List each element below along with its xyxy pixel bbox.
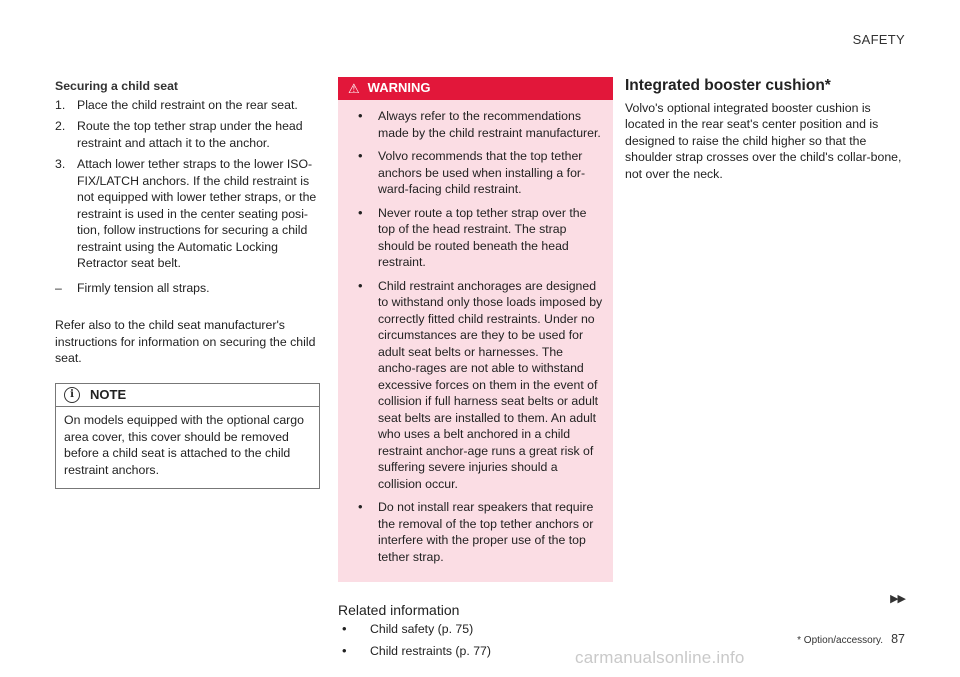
- step-text: Attach lower tether straps to the lower ISO-FIX/LATCH anchors. If the child restraint is not equipped with lower tether straps, or the restraint is used in the center seating posi-tion, follow instructions for securing a child restraint using the Automatic Locking Retractor seat belt.: [77, 157, 317, 270]
- info-icon: i: [64, 387, 80, 403]
- booster-heading: Integrated booster cushion*: [625, 77, 831, 94]
- warning-item: [338, 278, 603, 493]
- step-item: [55, 118, 320, 151]
- related-link[interactable]: [338, 643, 613, 660]
- warning-item-text: Always refer to the recommendations made by the child restraint manufacturer.: [378, 109, 601, 140]
- warning-item: [338, 499, 603, 565]
- bullet: •: [342, 620, 347, 636]
- note-box: [55, 383, 320, 490]
- subheading-securing-child-seat: Securing a child seat: [55, 79, 179, 93]
- step-text: Route the top tether strap under the head restraint and attach it to the anchor.: [77, 119, 303, 150]
- option-footnote: * Option/accessory.: [797, 635, 884, 646]
- related-link-text[interactable]: Child safety (p. 75): [370, 621, 474, 636]
- bullet: •: [358, 277, 363, 293]
- note-header: [56, 384, 319, 408]
- warning-item: [338, 108, 603, 141]
- continue-arrows-icon: ▶▶: [890, 593, 905, 605]
- bullet: •: [358, 108, 363, 123]
- related-link-text[interactable]: Child restraints (p. 77): [370, 644, 491, 658]
- column-warning: [338, 78, 613, 666]
- step-number: 2.: [55, 119, 66, 133]
- warning-item-text: Do not install rear speakers that require the removal of the top tether anchors or interfere with the proper use of the top tether strap.: [378, 500, 594, 564]
- warning-title: WARNING: [367, 80, 431, 96]
- bullet: •: [358, 204, 363, 220]
- watermark: carmanualsonline.info: [575, 648, 745, 667]
- page-footer: [797, 632, 905, 646]
- section-header: SAFETY: [852, 32, 905, 47]
- warning-header: [338, 77, 613, 100]
- step-number: 1.: [55, 97, 66, 112]
- warning-item: [338, 205, 603, 271]
- dash-item: [55, 280, 320, 297]
- steps-list: [55, 97, 320, 272]
- related-info-list: [338, 621, 613, 660]
- warning-item-text: Volvo recommends that the top tether anchors be used when installing a for-ward-facing child restraint.: [378, 149, 586, 196]
- column-booster-cushion: [625, 78, 907, 182]
- dash-text: Firmly tension all straps.: [77, 280, 210, 295]
- note-title: NOTE: [90, 386, 127, 402]
- warning-item: [338, 148, 603, 198]
- booster-paragraph: Volvo's optional integrated booster cushion is located in the rear seat's center position and is designed to raise the child higher so that the shoulder strap crosses over the child's collar-bone, not over the neck.: [625, 100, 902, 181]
- warning-box: [338, 77, 613, 582]
- warning-triangle-icon: ⚠: [348, 81, 360, 96]
- bullet: •: [342, 643, 347, 658]
- bullet: •: [358, 499, 363, 514]
- manufacturer-paragraph: Refer also to the child seat manufacturer's instructions for information on securing the child seat.: [55, 318, 316, 365]
- dash-marker: –: [55, 280, 62, 295]
- related-info-heading: Related information: [338, 602, 460, 618]
- warning-item-text: Never route a top tether strap over the top of the head restraint. The strap should be routed beneath the head restraint.: [378, 205, 587, 269]
- note-body: On models equipped with the optional cargo area cover, this cover should be removed before a child seat is attached to the child restraint anchors.: [64, 413, 304, 477]
- step-text: Place the child restraint on the rear seat.: [77, 97, 298, 112]
- step-item: [55, 156, 320, 272]
- related-link[interactable]: [338, 621, 613, 638]
- step-number: 3.: [55, 157, 66, 171]
- column-child-seat: [55, 78, 320, 489]
- warning-item-text: Child restraint anchorages are designed to withstand only those loads imposed by correctly fitted child restraints. Under no circumstances are they to be used for adult seat belts or harnesses. The ancho-rages are not able to withstand excessive forces on them in the event of collision if full harness seat belts or adult seat belts are installed to them. An adult who uses a belt anchored in a child restraint anchor-age runs a great risk of suffering severe injuries should a collision occur.: [378, 278, 603, 491]
- warning-list: [338, 100, 613, 582]
- page-number: 87: [891, 632, 905, 646]
- step-item: [55, 97, 320, 114]
- bullet: •: [358, 148, 363, 163]
